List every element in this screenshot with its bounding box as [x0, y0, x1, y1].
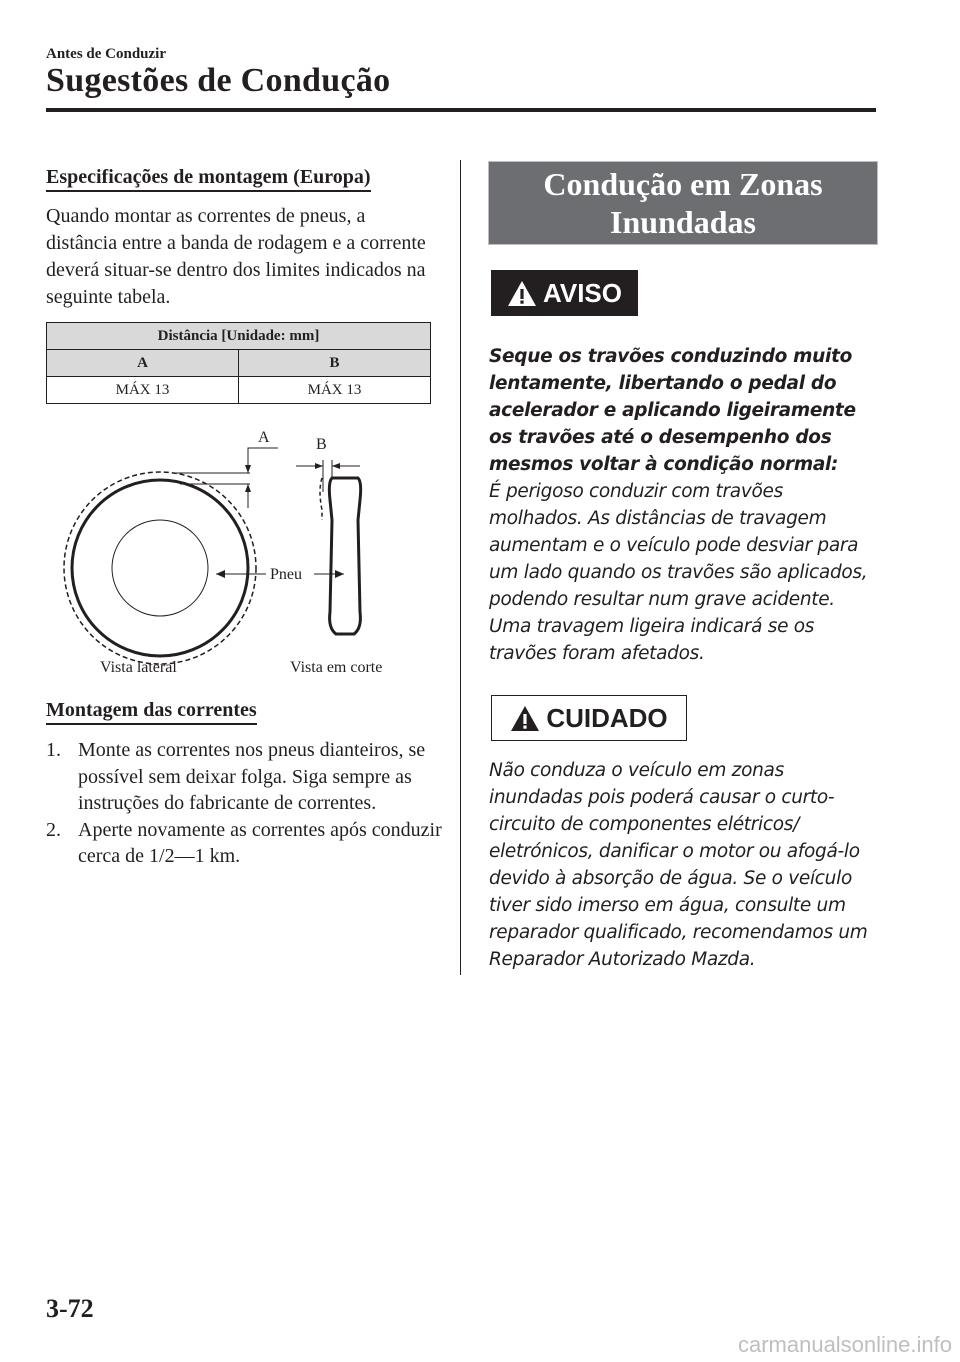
- spec-table: [46, 322, 431, 404]
- page-title: Sugestões de Condução: [46, 62, 391, 99]
- cuidado-label: CUIDADO: [546, 702, 668, 733]
- dim-b-arrow-left: [315, 463, 323, 469]
- label-a: A: [258, 429, 270, 446]
- step-item: [46, 737, 446, 817]
- tire-section-outline: [329, 478, 360, 634]
- cuidado-badge: [491, 695, 687, 741]
- table-value-b: MÁX 13: [239, 377, 431, 404]
- table-col-b: B: [239, 350, 431, 377]
- dim-a-arrow-down: [245, 465, 251, 473]
- step-number: 1.: [46, 739, 61, 761]
- dim-a-arrow-up: [245, 484, 251, 492]
- tire-pointer-left: [216, 570, 225, 578]
- title-divider: [46, 108, 876, 112]
- chain-side-outline: [64, 472, 256, 664]
- label-section-view: Vista em corte: [290, 659, 383, 676]
- tire-chain-diagram: [60, 420, 420, 682]
- step-text: Aperte novamente as correntes após conduzir cerca de 1/2—1 km.: [78, 818, 442, 867]
- warning-triangle-icon: [510, 705, 540, 732]
- step-text: Monte as correntes nos pneus dianteiros, se possível sem deixar folga. Siga sempre as instruções do fabricante de correntes.: [78, 739, 426, 814]
- table-title: Distância [Unidade: mm]: [47, 323, 431, 350]
- warning-triangle-icon: [507, 280, 537, 307]
- aviso-text: É perigoso conduzir com travões molhados. As distâncias de travagem aumentam e o veículo pode desviar para um lado quando os travões são aplicados, podendo resultar num grave acidente. Uma travagem ligeira indicará se os travões foram afetados.: [489, 481, 868, 664]
- chain-section-outline: [320, 478, 322, 520]
- tire-pointer-right: [335, 570, 344, 578]
- spec-intro: Quando montar as correntes de pneus, a distância entre a banda de rodagem e a corrente deverá situar-se dentro dos limites indicados na seguinte tabela.: [46, 205, 426, 308]
- tire-side-outline: [72, 480, 248, 656]
- dim-b-arrow-right: [332, 463, 340, 469]
- rim-outline: [112, 520, 208, 616]
- label-side-view: Vista lateral: [100, 659, 177, 676]
- section-label: Antes de Conduzir: [46, 46, 167, 62]
- spec-heading: Especificações de montagem (Europa): [46, 166, 371, 192]
- step-number: 2.: [46, 818, 61, 841]
- step-item: [46, 817, 446, 870]
- watermark: carmanualsonline.info: [737, 1332, 952, 1357]
- banner-title: Condução em Zonas Inundadas: [543, 166, 823, 240]
- mount-heading: Montagem das correntes: [46, 699, 257, 725]
- dim-a-leader: [248, 448, 278, 473]
- table-value-a: MÁX 13: [47, 377, 239, 404]
- label-tire: Pneu: [270, 566, 302, 583]
- mount-steps: [46, 737, 446, 870]
- aviso-badge: [491, 270, 638, 316]
- aviso-label: AVISO: [543, 277, 622, 308]
- page-number: 3-72: [46, 1294, 94, 1323]
- section-banner: [489, 162, 877, 244]
- label-b: B: [316, 436, 327, 453]
- aviso-bold-text: Seque os travões conduzindo muito lentamente, libertando o pedal do acelerador e aplicando ligeiramente os travões até o desempenho dos mesmos voltar à condição normal:: [489, 346, 856, 475]
- table-col-a: A: [47, 350, 239, 377]
- column-divider: [460, 160, 461, 975]
- cuidado-text: Não conduza o veículo em zonas inundadas pois poderá causar o curto-circuito de componentes elétricos/ eletrónicos, danificar o motor ou afogá-lo devido à absorção de água. Se o veículo tiver sido imerso em água, consulte um reparador qualificado, recomendamos um Reparador Autorizado Mazda.: [489, 760, 868, 970]
